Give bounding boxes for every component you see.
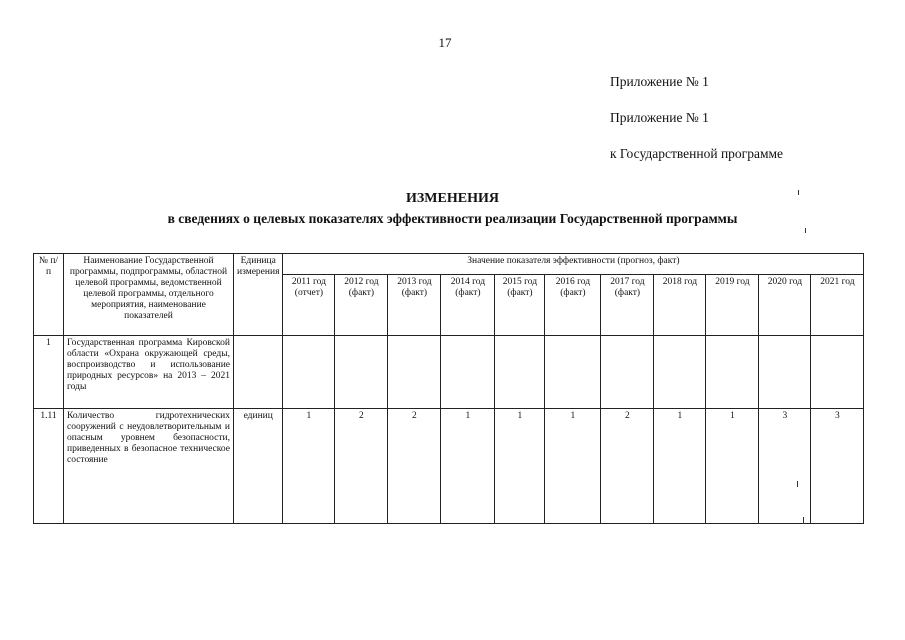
row-value: 1 [654, 409, 706, 524]
row-value: 1 [441, 409, 495, 524]
row-value: 2 [335, 409, 388, 524]
header-unit: Единица измерения [234, 254, 283, 336]
header-values-group: Значение показателя эффективности (прогноз, факт) [283, 254, 864, 275]
row-value [283, 336, 335, 409]
document-title: ИЗМЕНЕНИЯ [406, 191, 499, 206]
scan-mark [805, 228, 806, 233]
header-year: 2015 год (факт) [495, 275, 545, 336]
document-subtitle: в сведениях о целевых показателях эффективности реализации Государственной программы [167, 211, 738, 226]
header-year: 2020 год [759, 275, 811, 336]
row-value [811, 336, 864, 409]
row-unit [234, 336, 283, 409]
row-value [545, 336, 601, 409]
row-value: 1 [706, 409, 759, 524]
row-value: 1 [495, 409, 545, 524]
header-year: 2021 год [811, 275, 864, 336]
row-value: 1 [283, 409, 335, 524]
appendix-line-3: к Государственной программе [610, 146, 784, 161]
row-value [706, 336, 759, 409]
scan-mark [803, 517, 804, 524]
indicators-table [33, 253, 864, 524]
row-value [759, 336, 811, 409]
row-value: 3 [811, 409, 864, 524]
header-year: 2011 год (отчет) [283, 275, 335, 336]
row-num: 1.11 [34, 409, 64, 524]
row-name: Государственная программа Кировской области «Охрана окружающей среды, воспроизводство и использование природных ресурсов» на 2013 – 2021 годы [64, 336, 234, 409]
header-num: № п/п [34, 254, 64, 336]
appendix-line-1: Приложение № 1 [610, 74, 709, 89]
row-value: 2 [601, 409, 654, 524]
row-unit: единиц [234, 409, 283, 524]
row-value [654, 336, 706, 409]
header-name: Наименование Государственной программы, подпрограммы, областной целевой программы, ведомственной целевой программы, отдельного мероприятия, наименование показателей [64, 254, 234, 336]
row-num: 1 [34, 336, 64, 409]
table-row [34, 336, 864, 409]
header-year: 2012 год (факт) [335, 275, 388, 336]
row-value [335, 336, 388, 409]
header-year: 2018 год [654, 275, 706, 336]
header-year: 2017 год (факт) [601, 275, 654, 336]
row-value [441, 336, 495, 409]
header-year: 2013 год (факт) [388, 275, 441, 336]
appendix-line-2: Приложение № 1 [610, 110, 709, 125]
header-year: 2014 год (факт) [441, 275, 495, 336]
row-value [495, 336, 545, 409]
row-value [388, 336, 441, 409]
row-value: 3 [759, 409, 811, 524]
header-year: 2019 год [706, 275, 759, 336]
row-name: Количество гидротехнических сооружений с неудовлетворительным и опасным уровнем безопасности, приведенных в безопасное техническое состояние [64, 409, 234, 524]
scan-mark [797, 481, 798, 487]
header-year: 2016 год (факт) [545, 275, 601, 336]
table-row [34, 409, 864, 524]
row-value [601, 336, 654, 409]
row-value: 1 [545, 409, 601, 524]
page-number: 17 [438, 35, 452, 50]
row-value: 2 [388, 409, 441, 524]
scan-mark [798, 190, 799, 195]
